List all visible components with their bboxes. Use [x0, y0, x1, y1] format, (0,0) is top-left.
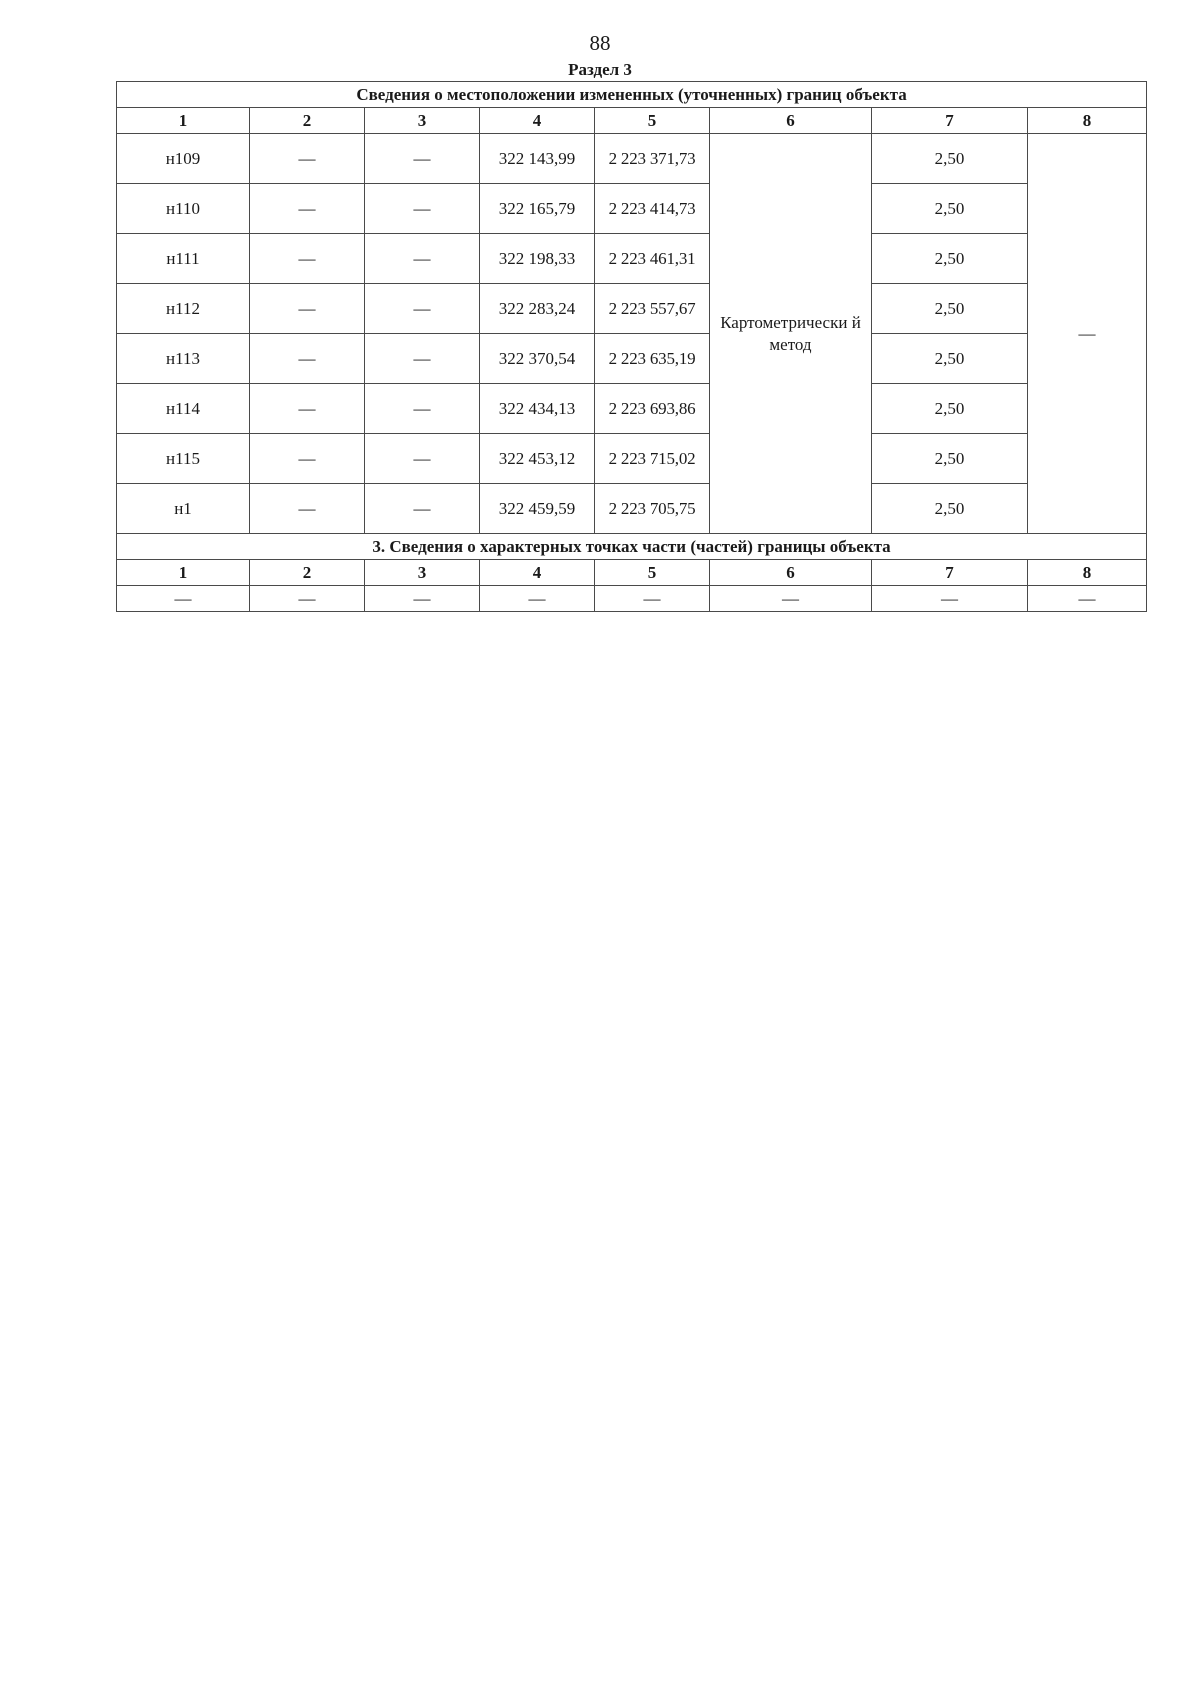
coordinate-x: 322 143,99 — [480, 134, 595, 184]
cell-dash: — — [365, 184, 480, 234]
accuracy: 2,50 — [872, 284, 1028, 334]
coordinate-x: 322 453,12 — [480, 434, 595, 484]
cell-dash: — — [250, 184, 365, 234]
section-title: Раздел 3 — [568, 60, 632, 79]
cell-dash: — — [365, 334, 480, 384]
table1-title: Сведения о местоположении измененных (уточненных) границ объекта — [117, 82, 1147, 108]
cell-dash: — — [365, 134, 480, 184]
cell-dash: — — [710, 586, 872, 612]
column-number: 6 — [710, 108, 872, 134]
coordinate-x: 322 165,79 — [480, 184, 595, 234]
coordinate-x: 322 370,54 — [480, 334, 595, 384]
column-number: 7 — [872, 108, 1028, 134]
coordinate-y: 2 223 635,19 — [595, 334, 710, 384]
table-row — [117, 234, 1147, 284]
boundary-table — [116, 81, 1147, 612]
point-name: н109 — [117, 134, 250, 184]
cell-dash: — — [250, 134, 365, 184]
point-name: н112 — [117, 284, 250, 334]
column-number: 5 — [595, 108, 710, 134]
coordinate-y: 2 223 557,67 — [595, 284, 710, 334]
table1-title-row — [117, 82, 1147, 108]
coordinate-y: 2 223 414,73 — [595, 184, 710, 234]
table-row — [117, 434, 1147, 484]
cell-dash: — — [480, 586, 595, 612]
coordinate-y: 2 223 461,31 — [595, 234, 710, 284]
cell-dash: — — [250, 434, 365, 484]
point-name: н113 — [117, 334, 250, 384]
coordinate-x: 322 434,13 — [480, 384, 595, 434]
table-row — [117, 586, 1147, 612]
accuracy: 2,50 — [872, 334, 1028, 384]
point-name: н111 — [117, 234, 250, 284]
accuracy: 2,50 — [872, 384, 1028, 434]
cell-dash: — — [872, 586, 1028, 612]
table2-title-row — [117, 534, 1147, 560]
coordinate-y: 2 223 705,75 — [595, 484, 710, 534]
column-number: 2 — [250, 560, 365, 586]
cell-dash: — — [117, 586, 250, 612]
table-row — [117, 384, 1147, 434]
cell-dash: — — [250, 484, 365, 534]
cell-dash: — — [250, 284, 365, 334]
column-number: 1 — [117, 108, 250, 134]
table-row — [117, 284, 1147, 334]
column-number: 4 — [480, 108, 595, 134]
accuracy: 2,50 — [872, 484, 1028, 534]
coordinate-y: 2 223 715,02 — [595, 434, 710, 484]
coordinate-x: 322 459,59 — [480, 484, 595, 534]
cell-dash: — — [250, 384, 365, 434]
accuracy: 2,50 — [872, 134, 1028, 184]
column-number: 4 — [480, 560, 595, 586]
cell-dash: — — [250, 586, 365, 612]
accuracy: 2,50 — [872, 184, 1028, 234]
column-number: 8 — [1028, 108, 1147, 134]
column-number: 8 — [1028, 560, 1147, 586]
table2-column-numbers — [117, 560, 1147, 586]
cell-dash: — — [365, 234, 480, 284]
method-cell: Картометрически й метод — [710, 134, 872, 534]
table-row — [117, 134, 1147, 184]
column-number: 2 — [250, 108, 365, 134]
cell-dash: — — [1028, 586, 1147, 612]
accuracy: 2,50 — [872, 234, 1028, 284]
cell-dash: — — [365, 434, 480, 484]
point-name: н114 — [117, 384, 250, 434]
column-number: 7 — [872, 560, 1028, 586]
point-name: н1 — [117, 484, 250, 534]
table1-column-numbers — [117, 108, 1147, 134]
point-name: н115 — [117, 434, 250, 484]
column-number: 6 — [710, 560, 872, 586]
cell-dash: — — [250, 334, 365, 384]
cell-dash: — — [365, 586, 480, 612]
column-number: 1 — [117, 560, 250, 586]
coordinate-y: 2 223 371,73 — [595, 134, 710, 184]
column-number: 3 — [365, 108, 480, 134]
column-number: 3 — [365, 560, 480, 586]
coordinate-x: 322 283,24 — [480, 284, 595, 334]
coordinate-y: 2 223 693,86 — [595, 384, 710, 434]
table-row — [117, 184, 1147, 234]
table-row — [117, 334, 1147, 384]
coordinate-x: 322 198,33 — [480, 234, 595, 284]
cell-dash: — — [365, 284, 480, 334]
page-number: 88 — [589, 31, 611, 55]
column-number: 5 — [595, 560, 710, 586]
table-row — [117, 484, 1147, 534]
table2-title: 3. Сведения о характерных точках части (частей) границы объекта — [117, 534, 1147, 560]
cell-dash: — — [595, 586, 710, 612]
accuracy: 2,50 — [872, 434, 1028, 484]
col8-cell: — — [1028, 134, 1147, 534]
cell-dash: — — [365, 384, 480, 434]
cell-dash: — — [250, 234, 365, 284]
cell-dash: — — [365, 484, 480, 534]
point-name: н110 — [117, 184, 250, 234]
